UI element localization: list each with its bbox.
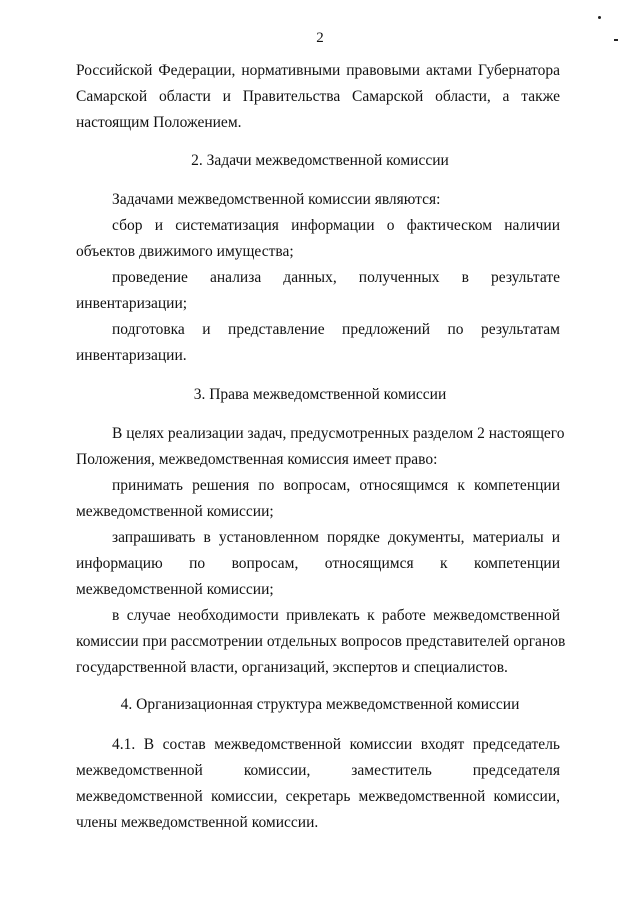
- paragraph-line: члены межведомственной комиссии.: [76, 814, 319, 831]
- section-heading: 4. Организационная структура межведомственной комиссии: [120, 696, 520, 713]
- paragraph-line: межведомственной комиссии, секретарь межведомственной комиссии,: [76, 788, 560, 805]
- scan-speck: [598, 16, 601, 19]
- paragraph-line: межведомственной комиссии, заместитель председателя: [76, 762, 560, 779]
- section-lead: Задачами межведомственной комиссии являются:: [112, 191, 441, 208]
- intro-line: настоящим Положением.: [76, 114, 242, 131]
- list-item-line: межведомственной комиссии;: [76, 581, 274, 598]
- list-item-line: комиссии при рассмотрении отдельных вопросов представителей органов: [76, 633, 566, 650]
- list-item-line: инвентаризации.: [76, 347, 187, 364]
- list-item-line: принимать решения по вопросам, относящимся к компетенции: [112, 477, 560, 494]
- paragraph-line: 4.1. В состав межведомственной комиссии входят председатель: [112, 736, 560, 753]
- intro-line: Самарской области и Правительства Самарской области, а также: [76, 88, 560, 105]
- section-heading: 3. Права межведомственной комиссии: [193, 386, 447, 403]
- paragraph-line: Положения, межведомственная комиссия имеет право:: [76, 451, 438, 468]
- list-item-line: проведение анализа данных, полученных в результате: [112, 269, 560, 286]
- list-item-line: межведомственной комиссии;: [76, 503, 274, 520]
- list-item-line: в случае необходимости привлекать к работе межведомственной: [112, 607, 560, 624]
- list-item-line: запрашивать в установленном порядке документы, материалы и: [112, 529, 560, 546]
- list-item-line: государственной власти, организаций, экспертов и специалистов.: [76, 659, 508, 676]
- paragraph-line: В целях реализации задач, предусмотренных разделом 2 настоящего: [112, 425, 565, 442]
- intro-line: Российской Федерации, нормативными правовыми актами Губернатора: [76, 62, 560, 79]
- section-heading: 2. Задачи межведомственной комиссии: [191, 152, 449, 169]
- page-number: 2: [316, 30, 324, 46]
- list-item-line: инвентаризации;: [76, 295, 188, 312]
- list-item-line: подготовка и представление предложений по результатам: [112, 321, 560, 338]
- list-item-line: информацию по вопросам, относящимся к компетенции: [76, 555, 560, 572]
- list-item-line: сбор и систематизация информации о фактическом наличии: [112, 217, 560, 234]
- list-item-line: объектов движимого имущества;: [76, 243, 294, 260]
